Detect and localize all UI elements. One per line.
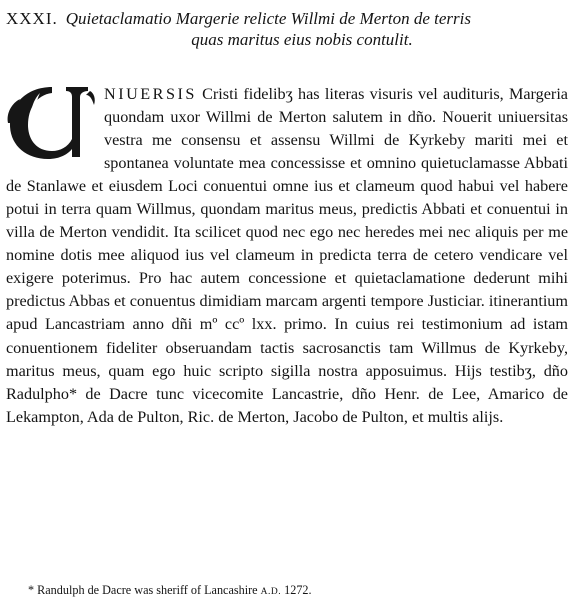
footnote [28,583,312,599]
footnote-era: A.D. [260,587,282,597]
charter-text-body: Cristi fidelibʒ has literas visuris vel audituris, Margeria quondam uxor Willmi de Merton salutem in dño. Nouerit uniuersitas vestra me consensu et assensu Willmi de Kyrkeby mariti mei et spontanea voluntate mea concessisse et omnino quietuclamasse Abbati de Stanlawe et eiusdem Loci conuentui omne ius et clameum quod habui vel habere potui in terra quam Willmus, quondam maritus meus, predictis Abbati et conuentui in villa de Merton vendidit. Ita scilicet quod nec ego nec heredes mei nec aliquis per me nomine dotis mee aliquod ius vel clameum in predicta terra de cetero vendicare vel exigere poterimus. Pro hac autem concessione et quietaclamatione dederunt mihi predictus Abbas et conuentus dimidiam marcam argenti tempore Justiciar. itinerantium apud Lancastriam anno dñi mº ccº lxx. primo. In cuius rei testimonium ad istam conuentionem fideliter obseruandam tactis sacrosanctis tam Willmus de Kyrkeby, maritus meus, quam ego huic scripto sigilla nostra apposuimus. Hijs testibʒ, dño Radulpho* de Dacre tunc vicecomite Lancastrie, dño Henr. de Lee, Amarico de Lekampton, Ada de Pulton, Ric. de Merton, Jacobo de Pulton, et multis alijs. [6,85,568,426]
charter-title-line2: quas maritus eius nobis contulit. [191,30,413,49]
ornamental-initial-u [6,83,98,161]
footnote-year: 1272. [284,583,312,597]
charter-number: XXXI. [6,9,58,28]
charter-title-line1: Quietaclamatio Margerie relicte Willmi de Merton de terris [65,9,471,28]
charter-body [6,83,568,429]
footnote-text: * Randulph de Dacre was sheriff of Lancashire [28,583,258,597]
charter-heading [6,8,568,50]
charter-page [6,8,568,429]
opening-word: NIUERSIS [104,85,197,103]
